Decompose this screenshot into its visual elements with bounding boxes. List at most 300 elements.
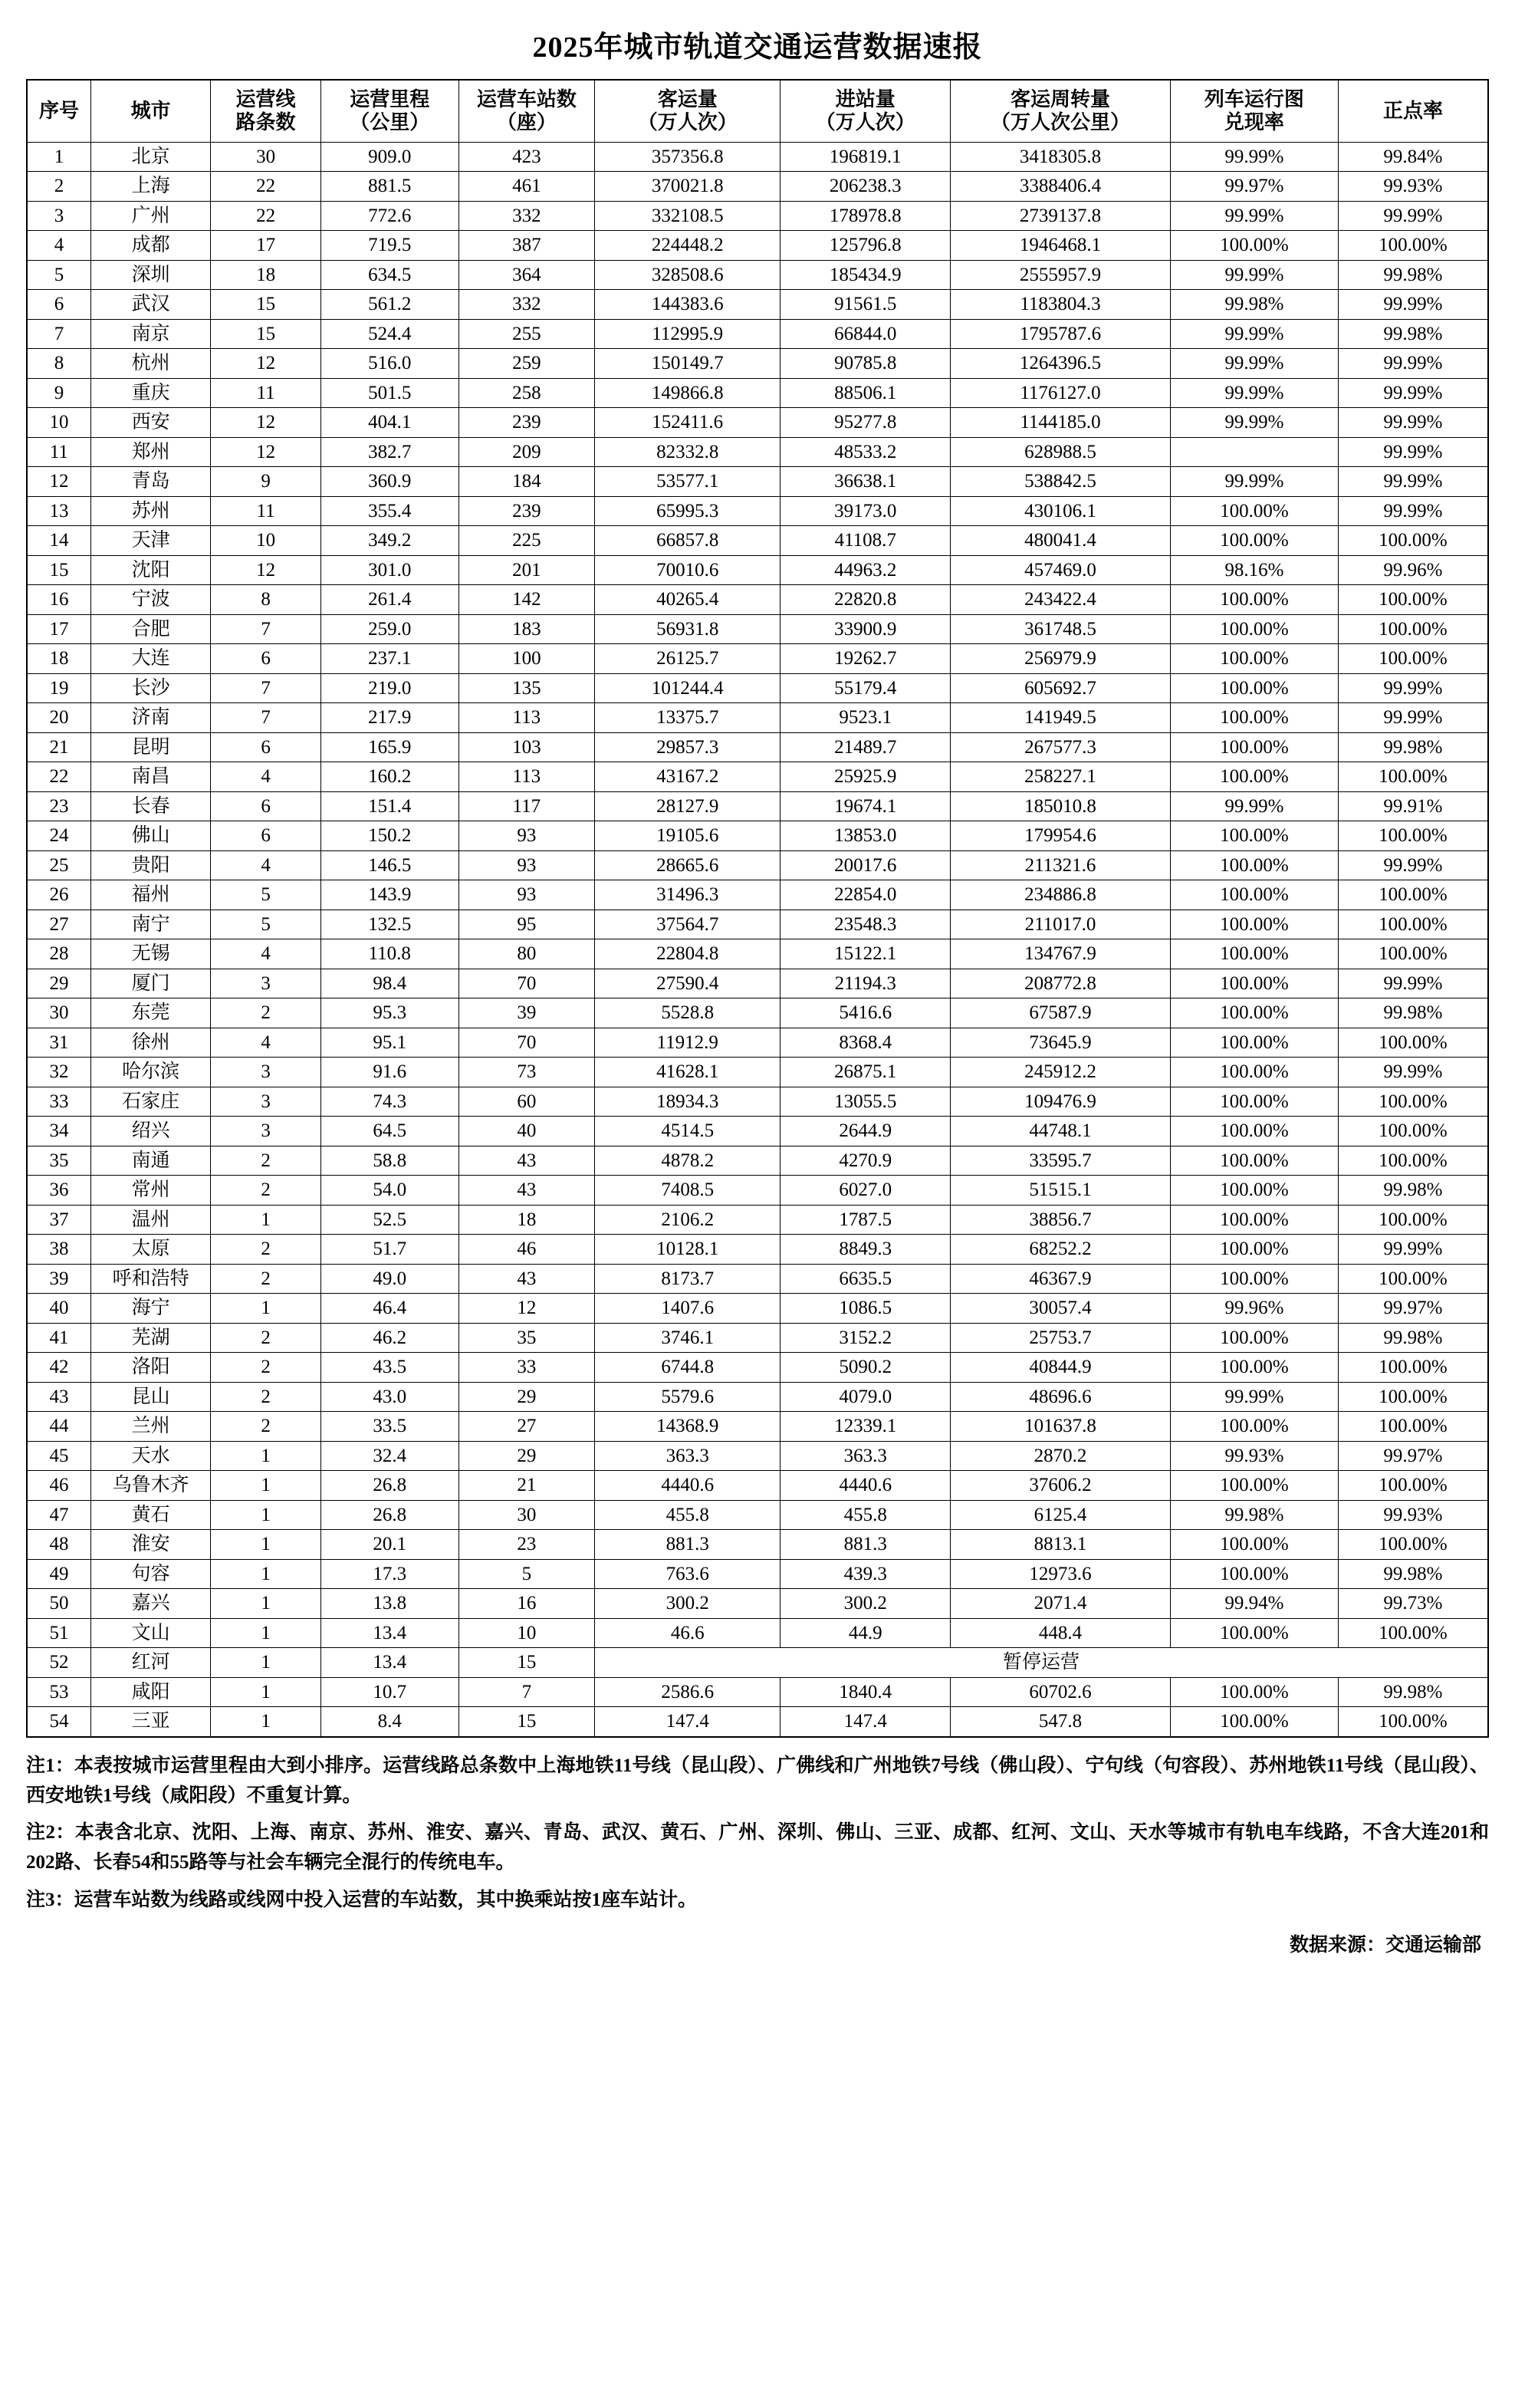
cell-diagram: 100.00% xyxy=(1170,703,1338,733)
cell-passengers: 10128.1 xyxy=(594,1235,780,1265)
cell-turnover: 33595.7 xyxy=(951,1146,1171,1176)
note-item: 注2：本表含北京、沈阳、上海、南京、苏州、淮安、嘉兴、青岛、武汉、黄石、广州、深圳、佛山、三亚、成都、红河、文山、天水等城市有轨电车线路，不含大连201和202路、长春54和55路等与社会车辆完全混行的传统电车。 xyxy=(26,1822,1489,1873)
cell-punctuality: 100.00% xyxy=(1338,614,1488,644)
cell-city: 北京 xyxy=(90,142,210,172)
cell-turnover: 628988.5 xyxy=(951,437,1171,467)
cell-punctuality: 100.00% xyxy=(1338,1471,1488,1501)
table-row xyxy=(27,1323,1488,1353)
cell-km: 881.5 xyxy=(320,172,458,202)
cell-passengers: 2106.2 xyxy=(594,1205,780,1235)
cell-stations: 183 xyxy=(458,614,594,644)
cell-city: 南宁 xyxy=(90,910,210,939)
cell-idx: 1 xyxy=(27,142,90,172)
cell-diagram: 99.99% xyxy=(1170,378,1338,408)
cell-lines: 12 xyxy=(211,555,320,585)
cell-turnover: 256979.9 xyxy=(951,644,1171,674)
cell-km: 98.4 xyxy=(320,969,458,998)
cell-passengers: 112995.9 xyxy=(594,319,780,349)
cell-turnover: 109476.9 xyxy=(951,1087,1171,1117)
cell-city: 武汉 xyxy=(90,290,210,320)
table-row xyxy=(27,1441,1488,1471)
cell-km: 561.2 xyxy=(320,290,458,320)
cell-idx: 38 xyxy=(27,1235,90,1265)
cell-punctuality: 99.93% xyxy=(1338,1500,1488,1530)
cell-km: 95.1 xyxy=(320,1028,458,1058)
cell-km: 13.4 xyxy=(320,1618,458,1648)
cell-turnover: 179954.6 xyxy=(951,821,1171,851)
cell-city: 咸阳 xyxy=(90,1677,210,1707)
cell-idx: 45 xyxy=(27,1441,90,1471)
cell-passengers: 19105.6 xyxy=(594,821,780,851)
cell-lines: 2 xyxy=(211,1264,320,1294)
cell-entries: 125796.8 xyxy=(781,231,951,261)
cell-city: 东莞 xyxy=(90,998,210,1028)
table-row xyxy=(27,142,1488,172)
table-row xyxy=(27,555,1488,585)
cell-city: 昆明 xyxy=(90,732,210,762)
table-body xyxy=(27,142,1488,1737)
cell-punctuality: 99.99% xyxy=(1338,290,1488,320)
cell-passengers: 5528.8 xyxy=(594,998,780,1028)
cell-turnover: 234886.8 xyxy=(951,880,1171,910)
cell-diagram: 99.94% xyxy=(1170,1589,1338,1619)
cell-punctuality: 100.00% xyxy=(1338,1412,1488,1442)
cell-punctuality: 100.00% xyxy=(1338,1264,1488,1294)
cell-city: 青岛 xyxy=(90,467,210,497)
cell-passengers: 881.3 xyxy=(594,1530,780,1560)
notes-section xyxy=(26,1752,1489,1916)
cell-km: 160.2 xyxy=(320,762,458,792)
cell-passengers: 150149.7 xyxy=(594,349,780,379)
cell-lines: 6 xyxy=(211,644,320,674)
cell-city: 福州 xyxy=(90,880,210,910)
cell-turnover: 68252.2 xyxy=(951,1235,1171,1265)
cell-diagram: 99.99% xyxy=(1170,349,1338,379)
cell-entries: 12339.1 xyxy=(781,1412,951,1442)
cell-punctuality: 99.99% xyxy=(1338,496,1488,526)
cell-diagram: 99.99% xyxy=(1170,260,1338,290)
cell-city: 苏州 xyxy=(90,496,210,526)
cell-idx: 52 xyxy=(27,1648,90,1678)
cell-diagram: 99.98% xyxy=(1170,290,1338,320)
cell-city: 上海 xyxy=(90,172,210,202)
cell-km: 54.0 xyxy=(320,1176,458,1206)
cell-diagram: 100.00% xyxy=(1170,1205,1338,1235)
cell-entries: 6635.5 xyxy=(781,1264,951,1294)
cell-entries: 8849.3 xyxy=(781,1235,951,1265)
cell-stations: 12 xyxy=(458,1294,594,1324)
cell-stations: 7 xyxy=(458,1677,594,1707)
cell-entries: 1840.4 xyxy=(781,1677,951,1707)
table-row xyxy=(27,1530,1488,1560)
cell-idx: 24 xyxy=(27,821,90,851)
cell-passengers: 152411.6 xyxy=(594,408,780,438)
column-header-turnover-label: 客运周转量 xyxy=(1010,88,1110,110)
cell-passengers: 149866.8 xyxy=(594,378,780,408)
cell-entries: 33900.9 xyxy=(781,614,951,644)
table-row xyxy=(27,673,1488,703)
cell-diagram: 100.00% xyxy=(1170,1677,1338,1707)
cell-km: 301.0 xyxy=(320,555,458,585)
cell-punctuality: 100.00% xyxy=(1338,1117,1488,1146)
cell-passengers: 46.6 xyxy=(594,1618,780,1648)
cell-idx: 7 xyxy=(27,319,90,349)
cell-turnover: 37606.2 xyxy=(951,1471,1171,1501)
cell-passengers: 27590.4 xyxy=(594,969,780,998)
cell-idx: 54 xyxy=(27,1707,90,1737)
cell-punctuality: 100.00% xyxy=(1338,939,1488,969)
cell-lines: 2 xyxy=(211,1412,320,1442)
cell-lines: 15 xyxy=(211,319,320,349)
note-item: 注1：本表按城市运营里程由大到小排序。运营线路总条数中上海地铁11号线（昆山段）、广佛线和广州地铁7号线（佛山段）、宁句线（句容段）、苏州地铁11号线（昆山段）、西安地铁1号线（咸阳段）不重复计算。 xyxy=(26,1755,1489,1806)
cell-punctuality: 99.93% xyxy=(1338,172,1488,202)
cell-diagram: 100.00% xyxy=(1170,644,1338,674)
cell-lines: 3 xyxy=(211,1058,320,1087)
table-row xyxy=(27,1677,1488,1707)
cell-punctuality: 99.98% xyxy=(1338,1323,1488,1353)
cell-idx: 16 xyxy=(27,585,90,615)
cell-turnover: 2870.2 xyxy=(951,1441,1171,1471)
table-row xyxy=(27,1353,1488,1383)
cell-turnover: 51515.1 xyxy=(951,1176,1171,1206)
cell-entries: 39173.0 xyxy=(781,496,951,526)
cell-entries: 300.2 xyxy=(781,1589,951,1619)
cell-km: 259.0 xyxy=(320,614,458,644)
cell-turnover: 243422.4 xyxy=(951,585,1171,615)
cell-km: 58.8 xyxy=(320,1146,458,1176)
cell-city: 深圳 xyxy=(90,260,210,290)
cell-stations: 15 xyxy=(458,1648,594,1678)
cell-lines: 9 xyxy=(211,467,320,497)
cell-punctuality: 100.00% xyxy=(1338,1028,1488,1058)
table-header-row xyxy=(27,80,1488,142)
cell-punctuality: 99.99% xyxy=(1338,378,1488,408)
cell-entries: 3152.2 xyxy=(781,1323,951,1353)
cell-diagram: 99.99% xyxy=(1170,319,1338,349)
cell-diagram: 100.00% xyxy=(1170,939,1338,969)
table-row xyxy=(27,408,1488,438)
cell-lines: 3 xyxy=(211,969,320,998)
cell-entries: 4079.0 xyxy=(781,1382,951,1412)
cell-punctuality: 99.99% xyxy=(1338,673,1488,703)
cell-diagram: 100.00% xyxy=(1170,496,1338,526)
cell-idx: 53 xyxy=(27,1677,90,1707)
column-header-entries-sub: （万人次） xyxy=(815,110,915,133)
cell-city: 昆山 xyxy=(90,1382,210,1412)
cell-stations: 30 xyxy=(458,1500,594,1530)
cell-idx: 28 xyxy=(27,939,90,969)
cell-punctuality: 99.97% xyxy=(1338,1294,1488,1324)
cell-stations: 95 xyxy=(458,910,594,939)
cell-lines: 30 xyxy=(211,142,320,172)
cell-passengers: 3746.1 xyxy=(594,1323,780,1353)
table-row xyxy=(27,1648,1488,1678)
cell-diagram: 100.00% xyxy=(1170,969,1338,998)
cell-punctuality: 99.98% xyxy=(1338,998,1488,1028)
cell-idx: 50 xyxy=(27,1589,90,1619)
cell-idx: 17 xyxy=(27,614,90,644)
cell-idx: 39 xyxy=(27,1264,90,1294)
cell-stations: 21 xyxy=(458,1471,594,1501)
cell-punctuality: 99.99% xyxy=(1338,850,1488,880)
cell-lines: 1 xyxy=(211,1677,320,1707)
cell-passengers: 101244.4 xyxy=(594,673,780,703)
cell-stations: 113 xyxy=(458,703,594,733)
note-item: 注3：运营车站数为线路或线网中投入运营的车站数，其中换乘站按1座车站计。 xyxy=(26,1889,698,1910)
cell-city: 洛阳 xyxy=(90,1353,210,1383)
cell-punctuality: 99.98% xyxy=(1338,260,1488,290)
cell-stations: 39 xyxy=(458,998,594,1028)
cell-entries: 19262.7 xyxy=(781,644,951,674)
cell-passengers: 357356.8 xyxy=(594,142,780,172)
cell-lines: 12 xyxy=(211,349,320,379)
cell-lines: 2 xyxy=(211,1235,320,1265)
cell-passengers: 8173.7 xyxy=(594,1264,780,1294)
cell-lines: 10 xyxy=(211,526,320,556)
cell-city: 呼和浩特 xyxy=(90,1264,210,1294)
cell-lines: 1 xyxy=(211,1589,320,1619)
cell-stations: 113 xyxy=(458,762,594,792)
cell-entries: 22820.8 xyxy=(781,585,951,615)
cell-idx: 51 xyxy=(27,1618,90,1648)
cell-idx: 3 xyxy=(27,201,90,231)
cell-idx: 8 xyxy=(27,349,90,379)
cell-lines: 22 xyxy=(211,172,320,202)
cell-lines: 7 xyxy=(211,703,320,733)
cell-entries: 21194.3 xyxy=(781,969,951,998)
cell-stations: 40 xyxy=(458,1117,594,1146)
cell-diagram: 100.00% xyxy=(1170,585,1338,615)
cell-idx: 5 xyxy=(27,260,90,290)
cell-turnover: 2071.4 xyxy=(951,1589,1171,1619)
cell-diagram: 100.00% xyxy=(1170,998,1338,1028)
cell-entries: 4270.9 xyxy=(781,1146,951,1176)
cell-city: 大连 xyxy=(90,644,210,674)
column-header-km-label: 运营里程 xyxy=(350,88,430,110)
column-header-punctuality-label: 正点率 xyxy=(1382,99,1443,122)
cell-lines: 1 xyxy=(211,1648,320,1678)
cell-entries: 363.3 xyxy=(781,1441,951,1471)
cell-idx: 34 xyxy=(27,1117,90,1146)
cell-passengers: 763.6 xyxy=(594,1559,780,1589)
cell-diagram: 99.99% xyxy=(1170,142,1338,172)
cell-lines: 4 xyxy=(211,1028,320,1058)
cell-passengers: 40265.4 xyxy=(594,585,780,615)
cell-passengers: 29857.3 xyxy=(594,732,780,762)
cell-diagram: 100.00% xyxy=(1170,1058,1338,1087)
cell-turnover: 1183804.3 xyxy=(951,290,1171,320)
table-row xyxy=(27,1618,1488,1648)
cell-city: 兰州 xyxy=(90,1412,210,1442)
cell-entries: 1086.5 xyxy=(781,1294,951,1324)
cell-punctuality: 100.00% xyxy=(1338,231,1488,261)
cell-punctuality: 99.99% xyxy=(1338,969,1488,998)
column-header-stations-label: 运营车站数 xyxy=(476,88,577,110)
cell-lines: 4 xyxy=(211,850,320,880)
cell-city: 宁波 xyxy=(90,585,210,615)
cell-stations: 27 xyxy=(458,1412,594,1442)
cell-idx: 14 xyxy=(27,526,90,556)
cell-punctuality: 100.00% xyxy=(1338,1205,1488,1235)
cell-city: 红河 xyxy=(90,1648,210,1678)
cell-entries: 881.3 xyxy=(781,1530,951,1560)
cell-punctuality: 99.99% xyxy=(1338,1235,1488,1265)
cell-turnover: 538842.5 xyxy=(951,467,1171,497)
cell-turnover: 12973.6 xyxy=(951,1559,1171,1589)
cell-punctuality: 100.00% xyxy=(1338,1146,1488,1176)
cell-entries: 20017.6 xyxy=(781,850,951,880)
cell-turnover: 3388406.4 xyxy=(951,172,1171,202)
table-row xyxy=(27,1205,1488,1235)
cell-lines: 3 xyxy=(211,1117,320,1146)
cell-turnover: 267577.3 xyxy=(951,732,1171,762)
cell-lines: 6 xyxy=(211,791,320,821)
cell-entries: 36638.1 xyxy=(781,467,951,497)
cell-stations: 23 xyxy=(458,1530,594,1560)
cell-km: 219.0 xyxy=(320,673,458,703)
column-header-passengers-sub: （万人次） xyxy=(637,110,738,133)
cell-entries: 26875.1 xyxy=(781,1058,951,1087)
cell-stations: 239 xyxy=(458,408,594,438)
cell-punctuality: 99.99% xyxy=(1338,1058,1488,1087)
cell-turnover: 134767.9 xyxy=(951,939,1171,969)
cell-lines: 2 xyxy=(211,1323,320,1353)
cell-passengers: 14368.9 xyxy=(594,1412,780,1442)
cell-punctuality: 99.73% xyxy=(1338,1589,1488,1619)
cell-diagram: 98.16% xyxy=(1170,555,1338,585)
cell-entries: 4440.6 xyxy=(781,1471,951,1501)
cell-passengers: 332108.5 xyxy=(594,201,780,231)
cell-city: 太原 xyxy=(90,1235,210,1265)
cell-turnover: 73645.9 xyxy=(951,1028,1171,1058)
cell-punctuality: 99.97% xyxy=(1338,1441,1488,1471)
table-row xyxy=(27,1707,1488,1737)
table-row xyxy=(27,910,1488,939)
cell-turnover: 547.8 xyxy=(951,1707,1171,1737)
cell-city: 广州 xyxy=(90,201,210,231)
cell-km: 46.2 xyxy=(320,1323,458,1353)
cell-stations: 387 xyxy=(458,231,594,261)
cell-km: 360.9 xyxy=(320,467,458,497)
cell-km: 64.5 xyxy=(320,1117,458,1146)
cell-stations: 225 xyxy=(458,526,594,556)
cell-diagram: 100.00% xyxy=(1170,850,1338,880)
cell-lines: 5 xyxy=(211,910,320,939)
cell-passengers: 6744.8 xyxy=(594,1353,780,1383)
cell-passengers: 66857.8 xyxy=(594,526,780,556)
cell-diagram: 100.00% xyxy=(1170,1412,1338,1442)
cell-punctuality: 100.00% xyxy=(1338,1530,1488,1560)
cell-lines: 2 xyxy=(211,1382,320,1412)
cell-punctuality: 99.98% xyxy=(1338,1559,1488,1589)
cell-km: 909.0 xyxy=(320,142,458,172)
cell-punctuality: 99.99% xyxy=(1338,437,1488,467)
cell-entries: 185434.9 xyxy=(781,260,951,290)
cell-punctuality: 100.00% xyxy=(1338,880,1488,910)
cell-turnover: 48696.6 xyxy=(951,1382,1171,1412)
cell-entries: 178978.8 xyxy=(781,201,951,231)
cell-idx: 9 xyxy=(27,378,90,408)
cell-stations: 43 xyxy=(458,1176,594,1206)
cell-stations: 46 xyxy=(458,1235,594,1265)
cell-entries: 147.4 xyxy=(781,1707,951,1737)
table-row xyxy=(27,201,1488,231)
cell-lines: 11 xyxy=(211,496,320,526)
cell-km: 33.5 xyxy=(320,1412,458,1442)
column-header-diagram-sub: 兑现率 xyxy=(1224,110,1284,133)
table-row xyxy=(27,1028,1488,1058)
cell-stations: 93 xyxy=(458,850,594,880)
cell-idx: 18 xyxy=(27,644,90,674)
cell-km: 404.1 xyxy=(320,408,458,438)
cell-passengers: 4878.2 xyxy=(594,1146,780,1176)
cell-turnover: 457469.0 xyxy=(951,555,1171,585)
cell-passengers: 43167.2 xyxy=(594,762,780,792)
cell-diagram: 100.00% xyxy=(1170,1530,1338,1560)
cell-punctuality: 100.00% xyxy=(1338,1087,1488,1117)
cell-idx: 30 xyxy=(27,998,90,1028)
cell-city: 合肥 xyxy=(90,614,210,644)
table-row xyxy=(27,644,1488,674)
cell-stations: 60 xyxy=(458,1087,594,1117)
column-header-city xyxy=(90,80,210,142)
table-header xyxy=(27,80,1488,142)
cell-lines: 4 xyxy=(211,762,320,792)
table-row xyxy=(27,349,1488,379)
table-row xyxy=(27,791,1488,821)
column-header-punctuality xyxy=(1338,80,1488,142)
cell-passengers: 224448.2 xyxy=(594,231,780,261)
cell-turnover: 430106.1 xyxy=(951,496,1171,526)
cell-punctuality: 100.00% xyxy=(1338,644,1488,674)
cell-city: 重庆 xyxy=(90,378,210,408)
cell-diagram: 99.97% xyxy=(1170,172,1338,202)
cell-lines: 2 xyxy=(211,1353,320,1383)
cell-lines: 1 xyxy=(211,1559,320,1589)
cell-km: 772.6 xyxy=(320,201,458,231)
cell-diagram: 100.00% xyxy=(1170,526,1338,556)
cell-stations: 100 xyxy=(458,644,594,674)
table-row xyxy=(27,1412,1488,1442)
table-row xyxy=(27,1058,1488,1087)
cell-turnover: 46367.9 xyxy=(951,1264,1171,1294)
cell-punctuality: 100.00% xyxy=(1338,1353,1488,1383)
cell-city: 厦门 xyxy=(90,969,210,998)
cell-entries: 15122.1 xyxy=(781,939,951,969)
cell-turnover: 1795787.6 xyxy=(951,319,1171,349)
cell-turnover: 1946468.1 xyxy=(951,231,1171,261)
cell-city: 南通 xyxy=(90,1146,210,1176)
cell-idx: 32 xyxy=(27,1058,90,1087)
cell-punctuality: 99.98% xyxy=(1338,732,1488,762)
cell-stations: 35 xyxy=(458,1323,594,1353)
cell-passengers: 37564.7 xyxy=(594,910,780,939)
cell-diagram: 100.00% xyxy=(1170,821,1338,851)
cell-entries: 23548.3 xyxy=(781,910,951,939)
cell-city: 淮安 xyxy=(90,1530,210,1560)
cell-city: 长春 xyxy=(90,791,210,821)
cell-entries: 439.3 xyxy=(781,1559,951,1589)
cell-status-note: 暂停运营 xyxy=(594,1648,1488,1678)
column-header-city-label: 城市 xyxy=(130,99,171,122)
table-row xyxy=(27,585,1488,615)
cell-lines: 1 xyxy=(211,1707,320,1737)
cell-lines: 8 xyxy=(211,585,320,615)
cell-diagram xyxy=(1170,437,1338,467)
cell-idx: 26 xyxy=(27,880,90,910)
cell-stations: 117 xyxy=(458,791,594,821)
cell-diagram: 99.99% xyxy=(1170,1382,1338,1412)
